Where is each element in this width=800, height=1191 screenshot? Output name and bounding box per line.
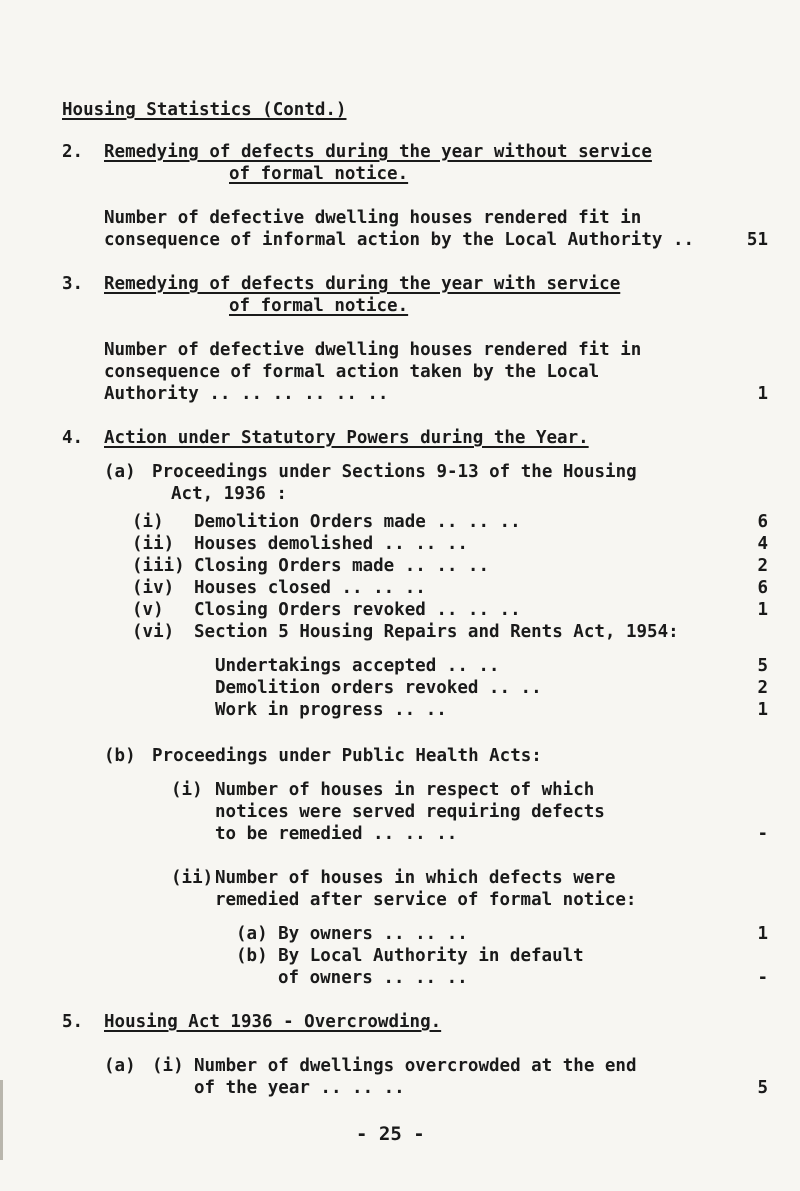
section-3-heading-line2: of formal notice. bbox=[229, 296, 409, 316]
item-4a-i-text: Demolition Orders made .. .. .. bbox=[194, 512, 521, 532]
item-4b-i-line3: to be remedied .. .. .. bbox=[215, 824, 458, 844]
item-4a-iii-value: 2 bbox=[757, 556, 768, 576]
section-4-heading: Action under Statutory Powers during the Year. bbox=[104, 428, 589, 448]
item-4a-iv-value: 6 bbox=[757, 578, 768, 598]
demolition-orders-revoked-value: 2 bbox=[757, 678, 768, 698]
by-local-authority-text-line2: of owners .. .. .. bbox=[278, 968, 468, 988]
section-3-value: 1 bbox=[757, 384, 768, 404]
section-4b-label: (b) bbox=[104, 746, 136, 766]
item-4b-i-value: - bbox=[757, 824, 768, 844]
section-4a-label: (a) bbox=[104, 462, 136, 482]
item-5a-i-number: (i) bbox=[152, 1056, 184, 1076]
section-5-heading: Housing Act 1936 - Overcrowding. bbox=[104, 1012, 442, 1032]
item-4a-ii-number: (ii) bbox=[132, 534, 175, 554]
item-4a-v-text: Closing Orders revoked .. .. .. bbox=[194, 600, 521, 620]
page-title: Housing Statistics (Contd.) bbox=[62, 100, 347, 120]
demolition-orders-revoked-text: Demolition orders revoked .. .. bbox=[215, 678, 542, 698]
section-3-text-line3: Authority .. .. .. .. .. .. bbox=[104, 384, 389, 404]
work-in-progress-text: Work in progress .. .. bbox=[215, 700, 447, 720]
item-4b-i-line1: Number of houses in respect of which bbox=[215, 780, 595, 800]
section-4-number: 4. bbox=[62, 428, 84, 448]
item-4a-ii-text: Houses demolished .. .. .. bbox=[194, 534, 468, 554]
section-2-text-line1: Number of defective dwelling houses rendered fit in bbox=[104, 208, 642, 228]
item-4a-v-number: (v) bbox=[132, 600, 164, 620]
scan-edge-mark bbox=[0, 1080, 3, 1160]
section-2-value: 51 bbox=[746, 230, 768, 250]
section-3-text-line1: Number of defective dwelling houses rendered fit in bbox=[104, 340, 642, 360]
section-2-text-line2: consequence of informal action by the Local Authority .. bbox=[104, 230, 695, 250]
undertakings-accepted-text: Undertakings accepted .. .. bbox=[215, 656, 500, 676]
item-4a-vi-number: (vi) bbox=[132, 622, 175, 642]
section-5-number: 5. bbox=[62, 1012, 84, 1032]
item-4a-i-number: (i) bbox=[132, 512, 164, 532]
section-2-heading-line1: Remedying of defects during the year without service bbox=[104, 142, 652, 162]
item-4b-i-number: (i) bbox=[171, 780, 203, 800]
item-4b-ii-number: (ii) bbox=[171, 868, 214, 888]
item-4a-vi-text: Section 5 Housing Repairs and Rents Act, 1954: bbox=[194, 622, 679, 642]
item-4a-iii-number: (iii) bbox=[132, 556, 185, 576]
item-5a-i-value: 5 bbox=[757, 1078, 768, 1098]
item-5a-i-line1: Number of dwellings overcrowded at the end bbox=[194, 1056, 637, 1076]
item-4a-iii-text: Closing Orders made .. .. .. bbox=[194, 556, 490, 576]
item-5a-i-line2: of the year .. .. .. bbox=[194, 1078, 405, 1098]
item-4a-iv-text: Houses closed .. .. .. bbox=[194, 578, 426, 598]
section-4b-text: Proceedings under Public Health Acts: bbox=[152, 746, 542, 766]
item-4a-i-value: 6 bbox=[757, 512, 768, 532]
section-3-text-line2: consequence of formal action taken by the Local bbox=[104, 362, 600, 382]
undertakings-accepted-value: 5 bbox=[757, 656, 768, 676]
page-number: - 25 - bbox=[356, 1123, 425, 1145]
section-5a-label: (a) bbox=[104, 1056, 136, 1076]
by-local-authority-text-line1: (b) By Local Authority in default bbox=[236, 946, 584, 966]
work-in-progress-value: 1 bbox=[757, 700, 768, 720]
section-2-number: 2. bbox=[62, 142, 84, 162]
section-3-number: 3. bbox=[62, 274, 84, 294]
item-4b-ii-line2: remedied after service of formal notice: bbox=[215, 890, 637, 910]
item-4a-v-value: 1 bbox=[757, 600, 768, 620]
section-3-heading-line1: Remedying of defects during the year with service bbox=[104, 274, 621, 294]
item-4b-i-line2: notices were served requiring defects bbox=[215, 802, 605, 822]
section-4a-text-line2: Act, 1936 : bbox=[171, 484, 287, 504]
by-local-authority-value: - bbox=[757, 968, 768, 988]
item-4a-iv-number: (iv) bbox=[132, 578, 175, 598]
item-4b-ii-line1: Number of houses in which defects were bbox=[215, 868, 616, 888]
by-owners-text: (a) By owners .. .. .. bbox=[236, 924, 468, 944]
section-4a-text-line1: Proceedings under Sections 9-13 of the Housing bbox=[152, 462, 637, 482]
item-4a-ii-value: 4 bbox=[757, 534, 768, 554]
section-2-heading-line2: of formal notice. bbox=[229, 164, 409, 184]
by-owners-value: 1 bbox=[757, 924, 768, 944]
